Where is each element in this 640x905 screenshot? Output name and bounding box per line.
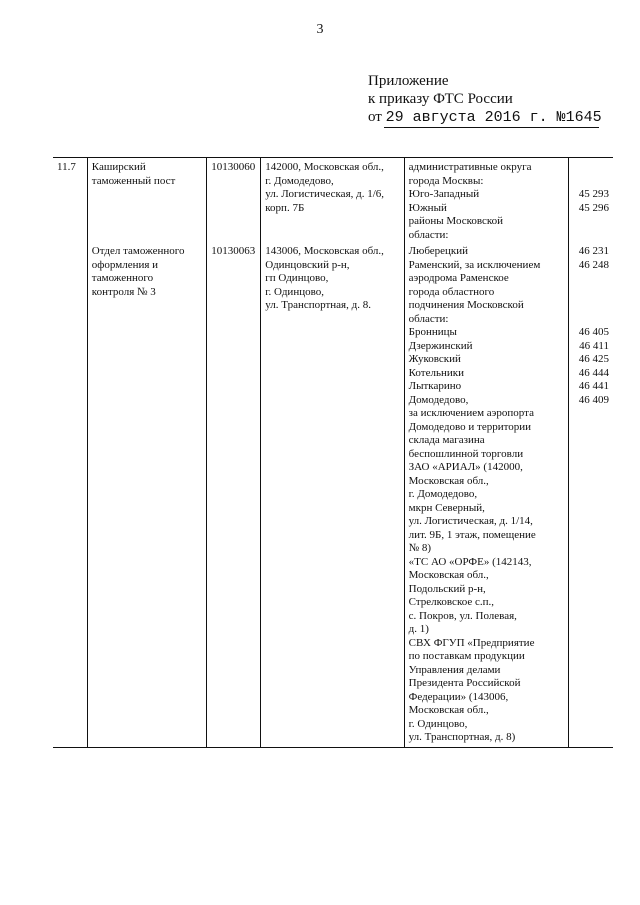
text-line: 46 231: [578, 245, 609, 257]
text-line: административные округа: [408, 161, 532, 173]
text-line: города областного: [408, 285, 495, 298]
post-address: [261, 242, 404, 747]
text-line: Люберецкий: [408, 245, 469, 257]
text-line: области:: [408, 312, 449, 325]
row-number: 11.7: [53, 158, 87, 243]
text-line: Управления делами: [408, 663, 501, 676]
okato-codes: [568, 158, 613, 243]
text-line: 46 425: [578, 353, 609, 365]
text-line: [573, 229, 609, 243]
text-line: Юго-Западный: [408, 188, 480, 200]
post-name: [87, 242, 206, 747]
page-number: 3: [316, 22, 324, 37]
signature-underline: [384, 127, 599, 128]
text-line: Стрелковское с.п.,: [408, 596, 495, 608]
text-line: Дзержинский: [408, 339, 473, 352]
text-line: таможенный пост: [91, 174, 176, 187]
text-line: склада магазина: [408, 434, 485, 446]
text-line: Московская обл.,: [408, 704, 489, 716]
text-line: Подольский р-н,: [408, 582, 486, 595]
post-address: [261, 158, 404, 243]
text-line: подчинения Московской: [408, 299, 524, 311]
text-line: с. Покров, ул. Полевая,: [408, 609, 517, 622]
text-line: 46 405: [578, 326, 609, 338]
okato-codes: [568, 242, 613, 747]
text-line: СВХ ФГУП «Предприятие: [408, 636, 535, 649]
text-line: Московская обл.,: [408, 569, 489, 581]
text-line: 45 296: [578, 201, 609, 214]
text-line: [573, 299, 609, 313]
post-code: 10130063: [207, 242, 261, 747]
text-line: [573, 272, 609, 286]
text-line: Лыткарино: [408, 380, 462, 392]
text-line: оформления и: [91, 258, 159, 271]
appendix-date-number: 29 августа 2016 г. №1645: [385, 109, 602, 126]
text-line: г. Одинцово,: [265, 285, 324, 298]
text-line: ул. Логистическая, д. 1/6,: [265, 188, 385, 200]
text-line: 142000, Московская обл.,: [265, 161, 384, 173]
row-number: [53, 242, 87, 747]
text-line: Котельники: [408, 366, 464, 379]
text-line: 46 248: [578, 258, 609, 271]
table-row: [53, 242, 613, 747]
text-line: [573, 286, 609, 300]
text-line: г. Одинцово,: [408, 717, 468, 730]
text-line: мкрн Северный,: [408, 501, 485, 514]
text-line: ул. Транспортная, д. 8.: [265, 299, 371, 311]
text-line: 45 293: [578, 188, 609, 200]
text-line: города Москвы:: [408, 174, 484, 187]
text-line: 46 411: [579, 339, 609, 352]
appendix-subtitle: к приказу ФТС России: [368, 91, 513, 107]
customs-table: [53, 157, 613, 748]
text-line: области:: [408, 228, 449, 241]
appendix-prefix: от: [368, 109, 382, 125]
text-line: 143006, Московская обл.,: [265, 245, 384, 257]
text-line: Московская обл.,: [408, 474, 489, 487]
appendix-title: Приложение: [368, 73, 449, 89]
text-line: 46 441: [578, 380, 609, 392]
text-line: Одинцовский р-н,: [265, 258, 350, 271]
text-line: № 8): [408, 542, 432, 554]
table-row: [53, 158, 613, 243]
territory-list: [404, 242, 568, 747]
text-line: за исключением аэропорта: [408, 407, 534, 419]
post-name: [87, 158, 206, 243]
text-line: ул. Транспортная, д. 8): [408, 731, 516, 743]
text-line: [573, 313, 609, 327]
text-line: [573, 175, 609, 189]
text-line: по поставкам продукции: [408, 650, 525, 662]
text-line: г. Домодедово,: [265, 174, 334, 187]
text-line: контроля № 3: [91, 285, 156, 298]
text-line: ЗАО «АРИАЛ» (142000,: [408, 461, 523, 473]
text-line: Домодедово,: [408, 393, 469, 406]
text-line: Каширский: [91, 161, 146, 173]
text-line: [573, 215, 609, 229]
text-line: г. Домодедово,: [408, 488, 478, 500]
text-line: Южный: [408, 201, 447, 214]
text-line: Бронницы: [408, 326, 457, 338]
text-line: [573, 161, 609, 175]
text-line: Раменский, за исключением: [408, 258, 541, 271]
text-line: 46 409: [578, 393, 609, 406]
post-code: 10130060: [207, 158, 261, 243]
text-line: беспошлинной торговли: [408, 447, 524, 460]
territory-list: [404, 158, 568, 243]
text-line: ул. Логистическая, д. 1/14,: [408, 515, 533, 527]
text-line: районы Московской: [408, 215, 504, 227]
text-line: аэродрома Раменское: [408, 272, 509, 284]
text-line: д. 1): [408, 623, 429, 635]
text-line: «ТС АО «ОРФЕ» (142143,: [408, 555, 532, 568]
text-line: гп Одинцово,: [265, 272, 329, 284]
text-line: таможенного: [91, 272, 154, 284]
text-line: 46 444: [578, 366, 609, 379]
text-line: Жуковский: [408, 353, 461, 365]
text-line: Президента Российской: [408, 677, 521, 689]
text-line: корп. 7Б: [265, 201, 305, 214]
text-line: Федерации» (143006,: [408, 690, 509, 703]
text-line: Домодедово и территории: [408, 420, 532, 433]
appendix-header: [368, 72, 602, 127]
text-line: Отдел таможенного: [91, 245, 185, 257]
text-line: лит. 9Б, 1 этаж, помещение: [408, 528, 536, 541]
appendix-order-line: [368, 108, 602, 127]
